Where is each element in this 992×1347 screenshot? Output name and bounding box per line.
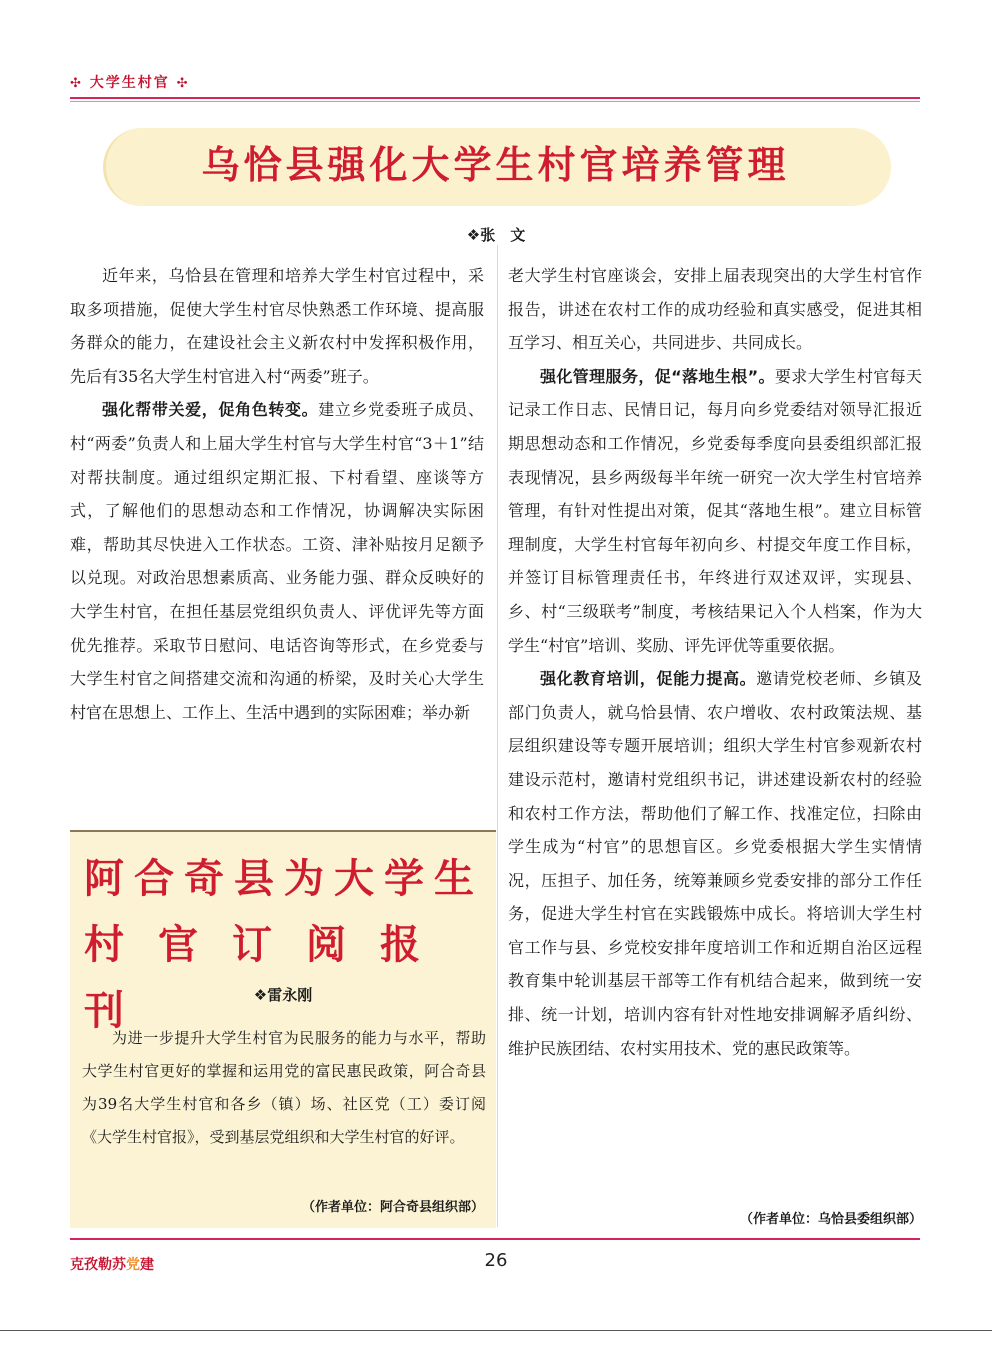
paragraph-body: 要求大学生村官每天记录工作日志、民情日记，每月向乡党委结对领导汇报近期思想动态和工作情况，乡党委每季度向县委组织部汇报表现情况，县乡两级每半年统一研究一次大学生村官培养管理，有针对性提出对策，促其“落地生根”。建立目标管理制度，大学生村官每年初向乡、村提交年度工作目标，并签订目标管理责任书，年终进行双述双评，实现县、乡、村“三级联考”制度，考核结果记入个人档案，作为大学生“村官”培训、奖励、评先评优等重要依据。: [508, 366, 922, 655]
paragraph-lead: 强化帮带关爱，促角色转变。: [102, 400, 319, 420]
ornament-icon: ✣: [70, 76, 83, 91]
header-divider: [70, 97, 920, 99]
brand-highlight: 党: [126, 1257, 140, 1273]
sidebar-title-line: 阿合奇县为大学生: [84, 856, 484, 902]
page-bottom-edge: [0, 1330, 992, 1331]
ornament-icon: ✣: [176, 76, 190, 91]
paragraph: 老大学生村官座谈会，安排上届表现突出的大学生村官作报告，讲述在农村工作的成功经验和真实感受，促进其相互学习、相互关心，共同进步、共同成长。: [508, 266, 922, 353]
paragraph-body: 建立乡党委班子成员、村“两委”负责人和上届大学生村官与大学生村官“3＋1”结对帮扶制度。通过组织定期汇报、下村看望、座谈等方式，了解他们的思想动态和工作情况，协调解决实际困难，帮助其尽快进入工作状态。工资、津补贴按月足额予以兑现。对政治思想素质高、业务能力强、群众反映好的大学生村官，在担任基层党组织负责人、评优评先等方面优先推荐。采取节日慰问、电话咨询等形式，在乡党委与大学生村官之间搭建交流和沟通的桥梁，及时关心大学生村官在思想上、工作上、生活中遇到的实际困难；举办新: [70, 400, 484, 722]
article-title: 乌恰县强化大学生村官培养管理: [201, 143, 790, 187]
sidebar-body: [82, 1022, 486, 1154]
article-author: ❖张 文: [466, 226, 526, 244]
brand-tail: 建: [140, 1257, 154, 1273]
page-number: 26: [484, 1250, 508, 1271]
header-divider-thin: [70, 101, 920, 102]
footer-divider: [70, 1238, 920, 1240]
brand-text: 克孜勒苏: [70, 1257, 126, 1273]
sidebar-author: ❖雷永刚: [253, 986, 313, 1004]
paragraph: [508, 662, 922, 1065]
sidebar-title: [84, 846, 484, 1044]
paragraph: [508, 360, 922, 662]
footer-brand-logo: [70, 1254, 154, 1274]
paragraph-body: 邀请党校老师、乡镇及部门负责人，就乌恰县情、农户增收、农村政策法规、基层组织建设等专题开展培训；组织大学生村官参观新农村建设示范村，邀请村党组织书记，讲述建设新农村的经验和农村工作方法，帮助他们了解工作、找准定位，扫除由学生成为“村官”的思想盲区。乡党委根据大学生实情情况，压担子、加任务，统筹兼顾乡党委安排的部分工作任务，促进大学生村官在实践锻炼中成长。将培训大学生村官工作与县、乡党校安排年度培训工作和近期自治区远程教育集中轮训基层干部等工作有机结合起来，做到统一安排、统一计划，培训内容有针对性地安排调解矛盾纠纷、维护民族团结、农村实用技术、党的惠民政策等。: [508, 669, 922, 1058]
paragraph: [70, 393, 484, 729]
paragraph-lead: 强化教育培训，促能力提高。: [540, 669, 757, 689]
article-credit: （作者单位：乌恰县委组织部）: [739, 1212, 922, 1227]
article-column-right: [508, 259, 922, 1065]
sidebar-credit: （作者单位：阿合奇县组织部）: [301, 1200, 484, 1215]
sidebar-title-line: 村官订阅报刊: [84, 922, 454, 1034]
article-column-left: [70, 259, 484, 729]
paragraph: 为进一步提升大学生村官为民服务的能力与水平，帮助大学生村官更好的掌握和运用党的富民惠民政策，阿合奇县为39名大学生村官和各乡（镇）场、社区党（工）委订阅《大学生村官报》，受到基层党组织和大学生村官的好评。: [82, 1029, 486, 1146]
paragraph: 近年来，乌恰县在管理和培养大学生村官过程中，采取多项措施，促使大学生村官尽快熟悉工作环境、提高服务群众的能力，在建设社会主义新农村中发挥积极作用，先后有35名大学生村官进入村“两委”班子。: [70, 266, 484, 386]
section-label: 大学生村官: [89, 75, 170, 91]
paragraph-lead: 强化管理服务，促“落地生根”。: [540, 366, 775, 386]
column-divider: [497, 245, 498, 1227]
section-tag: [70, 72, 190, 92]
